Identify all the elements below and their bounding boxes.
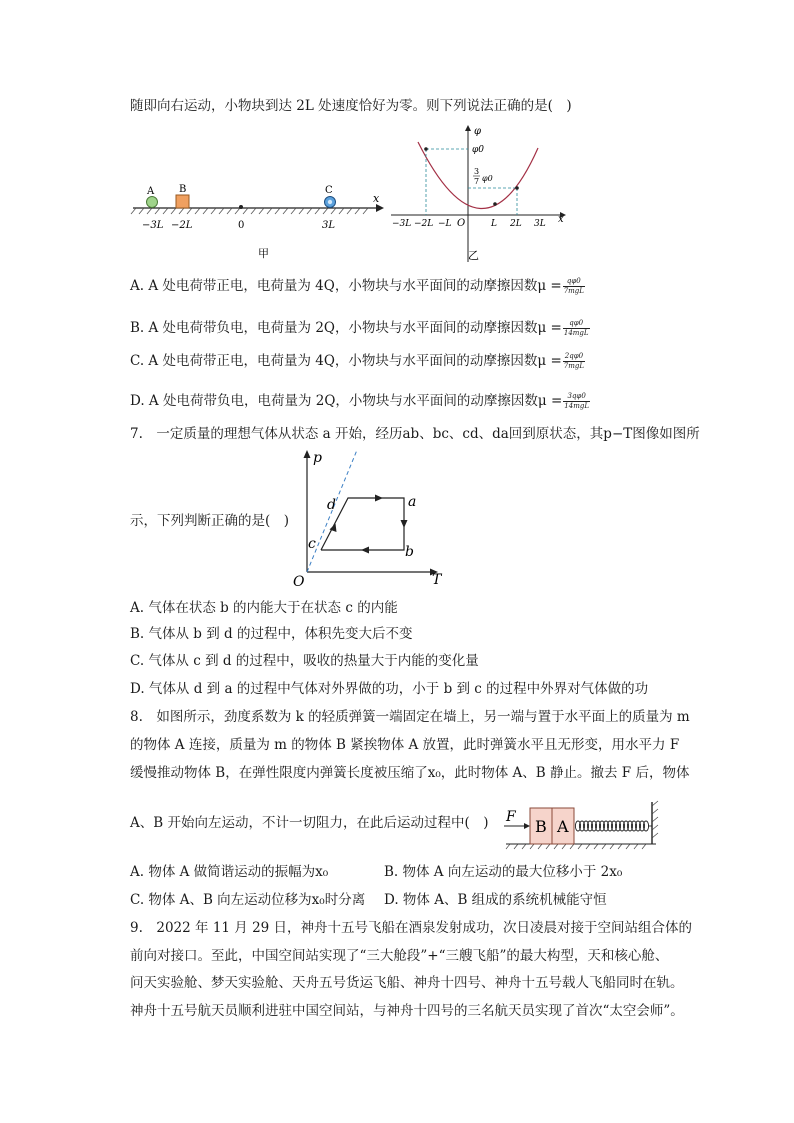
axis-t: T: [432, 572, 442, 588]
spring: [575, 821, 652, 831]
q8-option-d: D. 物体 A、B 组成的系统机械能守恒: [384, 892, 607, 908]
caption-yi: 乙: [468, 249, 479, 262]
state-c: c: [308, 536, 316, 552]
q8-option-c: C. 物体 A、B 向左运动位移为x₀时分离: [130, 892, 366, 908]
q7-option-d: D. 气体从 d 到 a 的过程中气体对外界做的功，小于 b 到 c 的过程中外界对气体做的功: [130, 681, 649, 697]
caption-jia: 甲: [258, 247, 269, 260]
q7-stem-line1: 7. 一定质量的理想气体从状态 a 开始，经历ab、bc、cd、da回到原状态，其p−T图像如图所: [130, 426, 700, 442]
q8-option-a: A. 物体 A 做简谐运动的振幅为x₀: [130, 864, 329, 880]
figure-spring: [496, 794, 666, 850]
label-b: B: [179, 184, 187, 195]
q7-option-c: C. 气体从 c 到 d 的过程中，吸收的热量大于内能的变化量: [130, 653, 479, 669]
state-d: d: [327, 497, 336, 513]
figure-jia: [128, 178, 388, 263]
tick-neg3l: −3L: [142, 220, 164, 231]
phi-frac-sym: φ0: [482, 174, 493, 183]
phi-frac-num: 3: [474, 167, 480, 176]
phi-frac-den: 7: [474, 177, 480, 186]
origin-o: O: [457, 218, 466, 229]
q8-stem-line1: 8. 如图所示，劲度系数为 k 的轻质弹簧一端固定在墙上，另一端与置于水平面上的质量为 m: [130, 709, 690, 725]
phi0-label: φ0: [472, 145, 485, 155]
q6-option-c: C. A 处电荷带正电，电荷量为 4Q，小物块与水平面间的动摩擦因数μ = $\frac{2q\varphi 0}{\text{7mgL}}$: [130, 352, 585, 370]
q6-intro: 随即向右运动，小物块到达 2L 处速度恰好为零。则下列说法正确的是( ): [130, 98, 572, 114]
q9-line4: 神舟十五号航天员顺利进驻中国空间站，与神舟十四号的三名航天员实现了首次“太空会师”。: [130, 1003, 684, 1019]
q8-stem-line3: 缓慢推动物体 B，在弹性限度内弹簧长度被压缩了x₀，此时物体 A、B 静止。撤去 F 后，物体: [130, 765, 690, 781]
label-c: C: [325, 185, 333, 196]
block-a-label: A: [557, 817, 569, 836]
q7-option-b: B. 气体从 b 到 d 的过程中，体积先变大后不变: [130, 626, 413, 642]
q9-line2: 前向对接口。至此，中国空间站实现了“三大舱段”+“三艘飞船”的最大构型，天和核心舱、: [130, 948, 669, 964]
force-f-label: F: [506, 809, 516, 825]
figure-pt: [287, 446, 447, 588]
tick-neg2l: −2L: [171, 220, 193, 231]
origin-dot: [239, 205, 243, 209]
q6-option-d: D. A 处电荷带负电，电荷量为 2Q，小物块与水平面间的动摩擦因数μ = $\frac{3q\varphi 0}{\text{14mgL}}$: [130, 392, 589, 410]
tick-2l: 2L: [510, 219, 522, 229]
state-a: a: [408, 494, 417, 510]
q9-line3: 问天实验舱、梦天实验舱、天舟五号货运飞船、神舟十四号、神舟十五号载人飞船同时在轨。: [130, 975, 684, 991]
q7-stem-line2: 示，下列判断正确的是( ): [130, 513, 290, 529]
tick-negl: −L: [438, 219, 452, 229]
tick-l: L: [491, 219, 497, 229]
label-x: x: [373, 192, 380, 205]
tick-3l: 3L: [534, 219, 546, 229]
tick-3l: 3L: [322, 220, 336, 231]
tick-neg2l: −2L: [414, 219, 434, 229]
q8-option-b: B. 物体 A 向左运动的最大位移小于 2x₀: [384, 864, 623, 880]
figure-yi: [388, 122, 573, 264]
state-b: b: [405, 544, 414, 560]
q6-option-a: A. A 处电荷带正电，电荷量为 4Q，小物块与水平面间的动摩擦因数μ = $\frac{q\varphi 0}{\text{7mgL}}$: [130, 277, 584, 295]
axis-phi: φ: [474, 126, 482, 137]
q9-line1: 9. 2022 年 11 月 29 日，神舟十五号飞船在酒泉发射成功，次日凌晨对接于空间站组合体的: [130, 920, 693, 936]
block-b: [176, 195, 189, 208]
q8-stem-line4: A、B 开始向左运动，不计一切阻力，在此后运动过程中( ): [130, 815, 489, 831]
axis-p: p: [313, 450, 322, 466]
q6-option-b: B. A 处电荷带负电，电荷量为 2Q，小物块与水平面间的动摩擦因数μ = $\frac{q\varphi 0}{\text{14mgL}}$: [130, 319, 589, 337]
label-a: A: [147, 186, 155, 197]
q8-stem-line2: 的物体 A 连接，质量为 m 的物体 B 紧挨物体 A 放置，此时弹簧水平且无形变，用水平力 F: [130, 737, 680, 753]
q7-option-a: A. 气体在状态 b 的内能大于在状态 c 的内能: [130, 600, 398, 616]
axis-x: x: [558, 214, 564, 225]
charge-a-ball: [147, 197, 158, 208]
tick-zero: 0: [238, 220, 245, 231]
origin-o: O: [293, 574, 305, 588]
block-b-label: B: [535, 817, 547, 836]
tick-neg3l: −3L: [392, 219, 412, 229]
